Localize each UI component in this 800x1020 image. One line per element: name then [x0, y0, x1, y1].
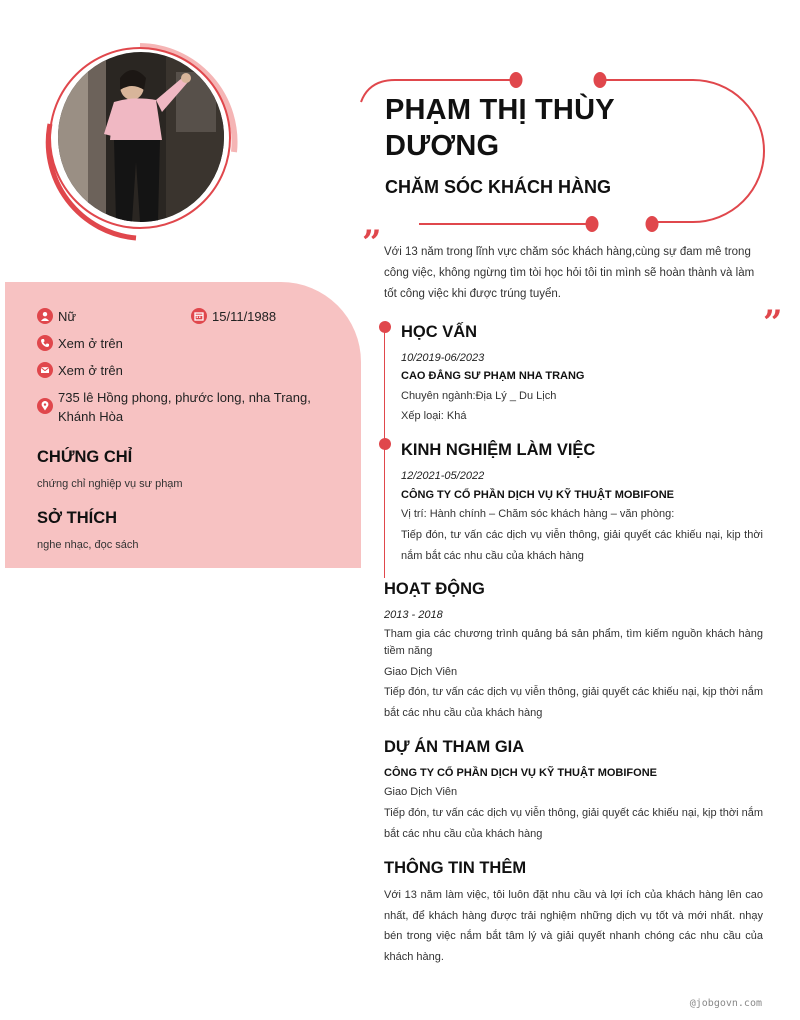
- hobbies-heading: SỞ THÍCH: [37, 509, 118, 527]
- phone-value: Xem ở trên: [58, 336, 123, 351]
- projects-company: CÔNG TY CỔ PHẦN DỊCH VỤ KỸ THUẬT MOBIFONE: [384, 767, 657, 779]
- experience-company: CÔNG TY CỔ PHẦN DỊCH VỤ KỸ THUẬT MOBIFONE: [401, 489, 674, 501]
- experience-heading: KINH NGHIỆM LÀM VIỆC: [401, 441, 596, 459]
- projects-heading: DỰ ÁN THAM GIA: [384, 738, 525, 756]
- education-grade: Xếp loại: Khá: [401, 410, 467, 422]
- activities-line-3: Tiếp đón, tư vấn các dịch vụ viễn thông, giải quyết các khiếu nại, kịp thời nắm bắt các nhu cầu của khách hàng: [384, 686, 763, 719]
- phone-icon: [37, 335, 53, 351]
- job-title: CHĂM SÓC KHÁCH HÀNG: [385, 177, 611, 197]
- experience-description: Tiếp đón, tư vấn các dịch vụ viễn thông, giải quyết các khiếu nại, kịp thời nắm bắt các nhu cầu của khách hàng: [401, 529, 763, 562]
- activities-line-2: Giao Dịch Viên: [384, 666, 458, 678]
- hobbies-text: nghe nhạc, đọc sách: [37, 539, 139, 551]
- summary-text: Với 13 năm trong lĩnh vực chăm sóc khách hàng,cùng sự đam mê trong công việc, không ngừng tìm tòi học hỏi tôi tin mình sẽ hoàn thành và làm tốt công việc khi được trúng tuyển.: [384, 246, 755, 300]
- additional-text: Với 13 năm làm việc, tôi luôn đặt nhu cầu và lợi ích của khách hàng lên cao nhất, để khách hàng được trải nghiệm những dịch vụ tốt và mới nhất. nhạy bén trong việc nắm bắt tâm lý và giải quyết nhanh chóng các nhu cầu của khách hàng.: [384, 889, 763, 963]
- education-date: 10/2019-06/2023: [401, 352, 485, 364]
- calendar-icon: [191, 308, 207, 324]
- watermark: @jobgovn.com: [689, 998, 762, 1009]
- gender-row: [37, 307, 76, 326]
- activities-line-1: Tham gia các chương trình quảng bá sản phẩm, tìm kiếm nguồn khách hàng tiềm năng: [384, 628, 763, 657]
- email-icon: [37, 362, 53, 378]
- location-pin-icon: [37, 398, 53, 414]
- timeline-line: [384, 326, 385, 578]
- projects-description: Tiếp đón, tư vấn các dịch vụ viễn thông, giải quyết các khiếu nại, kịp thời nắm bắt các nhu cầu của khách hàng: [384, 807, 763, 840]
- email-row: [37, 361, 123, 380]
- address-row: [37, 388, 337, 426]
- avatar-photo: [58, 52, 224, 222]
- certificates-heading: CHỨNG CHỈ: [37, 448, 133, 466]
- email-value: Xem ở trên: [58, 363, 123, 378]
- activities-heading: HOẠT ĐỘNG: [384, 580, 485, 598]
- gender-value: Nữ: [58, 309, 77, 324]
- candidate-name: PHẠM THỊ THÙY DƯƠNG: [385, 94, 615, 162]
- additional-heading: THÔNG TIN THÊM: [384, 859, 527, 877]
- experience-date: 12/2021-05/2022: [401, 470, 485, 482]
- experience-position: Vị trí: Hành chính – Chăm sóc khách hàng – văn phòng:: [401, 508, 675, 520]
- activities-date: 2013 - 2018: [384, 609, 443, 621]
- education-school: CAO ĐẲNG SƯ PHẠM NHA TRANG: [401, 370, 585, 382]
- birthday-row: [191, 307, 276, 326]
- birthday-value: 15/11/1988: [212, 309, 277, 324]
- timeline-dot: [379, 438, 391, 450]
- quote-close-icon: ”: [763, 303, 783, 343]
- projects-role: Giao Dịch Viên: [384, 786, 458, 798]
- quote-open-icon: ”: [362, 223, 382, 263]
- certificates-text: chứng chỉ nghiệp vụ sư phạm: [37, 478, 183, 490]
- timeline-dot: [379, 321, 391, 333]
- address-value: 735 lê Hồng phong, phước long, nha Trang, Khánh Hòa: [58, 390, 311, 424]
- phone-row: [37, 334, 123, 353]
- education-heading: HỌC VẤN: [401, 323, 478, 341]
- education-major: Chuyên ngành:Địa Lý _ Du Lịch: [401, 390, 557, 402]
- user-icon: [37, 308, 53, 324]
